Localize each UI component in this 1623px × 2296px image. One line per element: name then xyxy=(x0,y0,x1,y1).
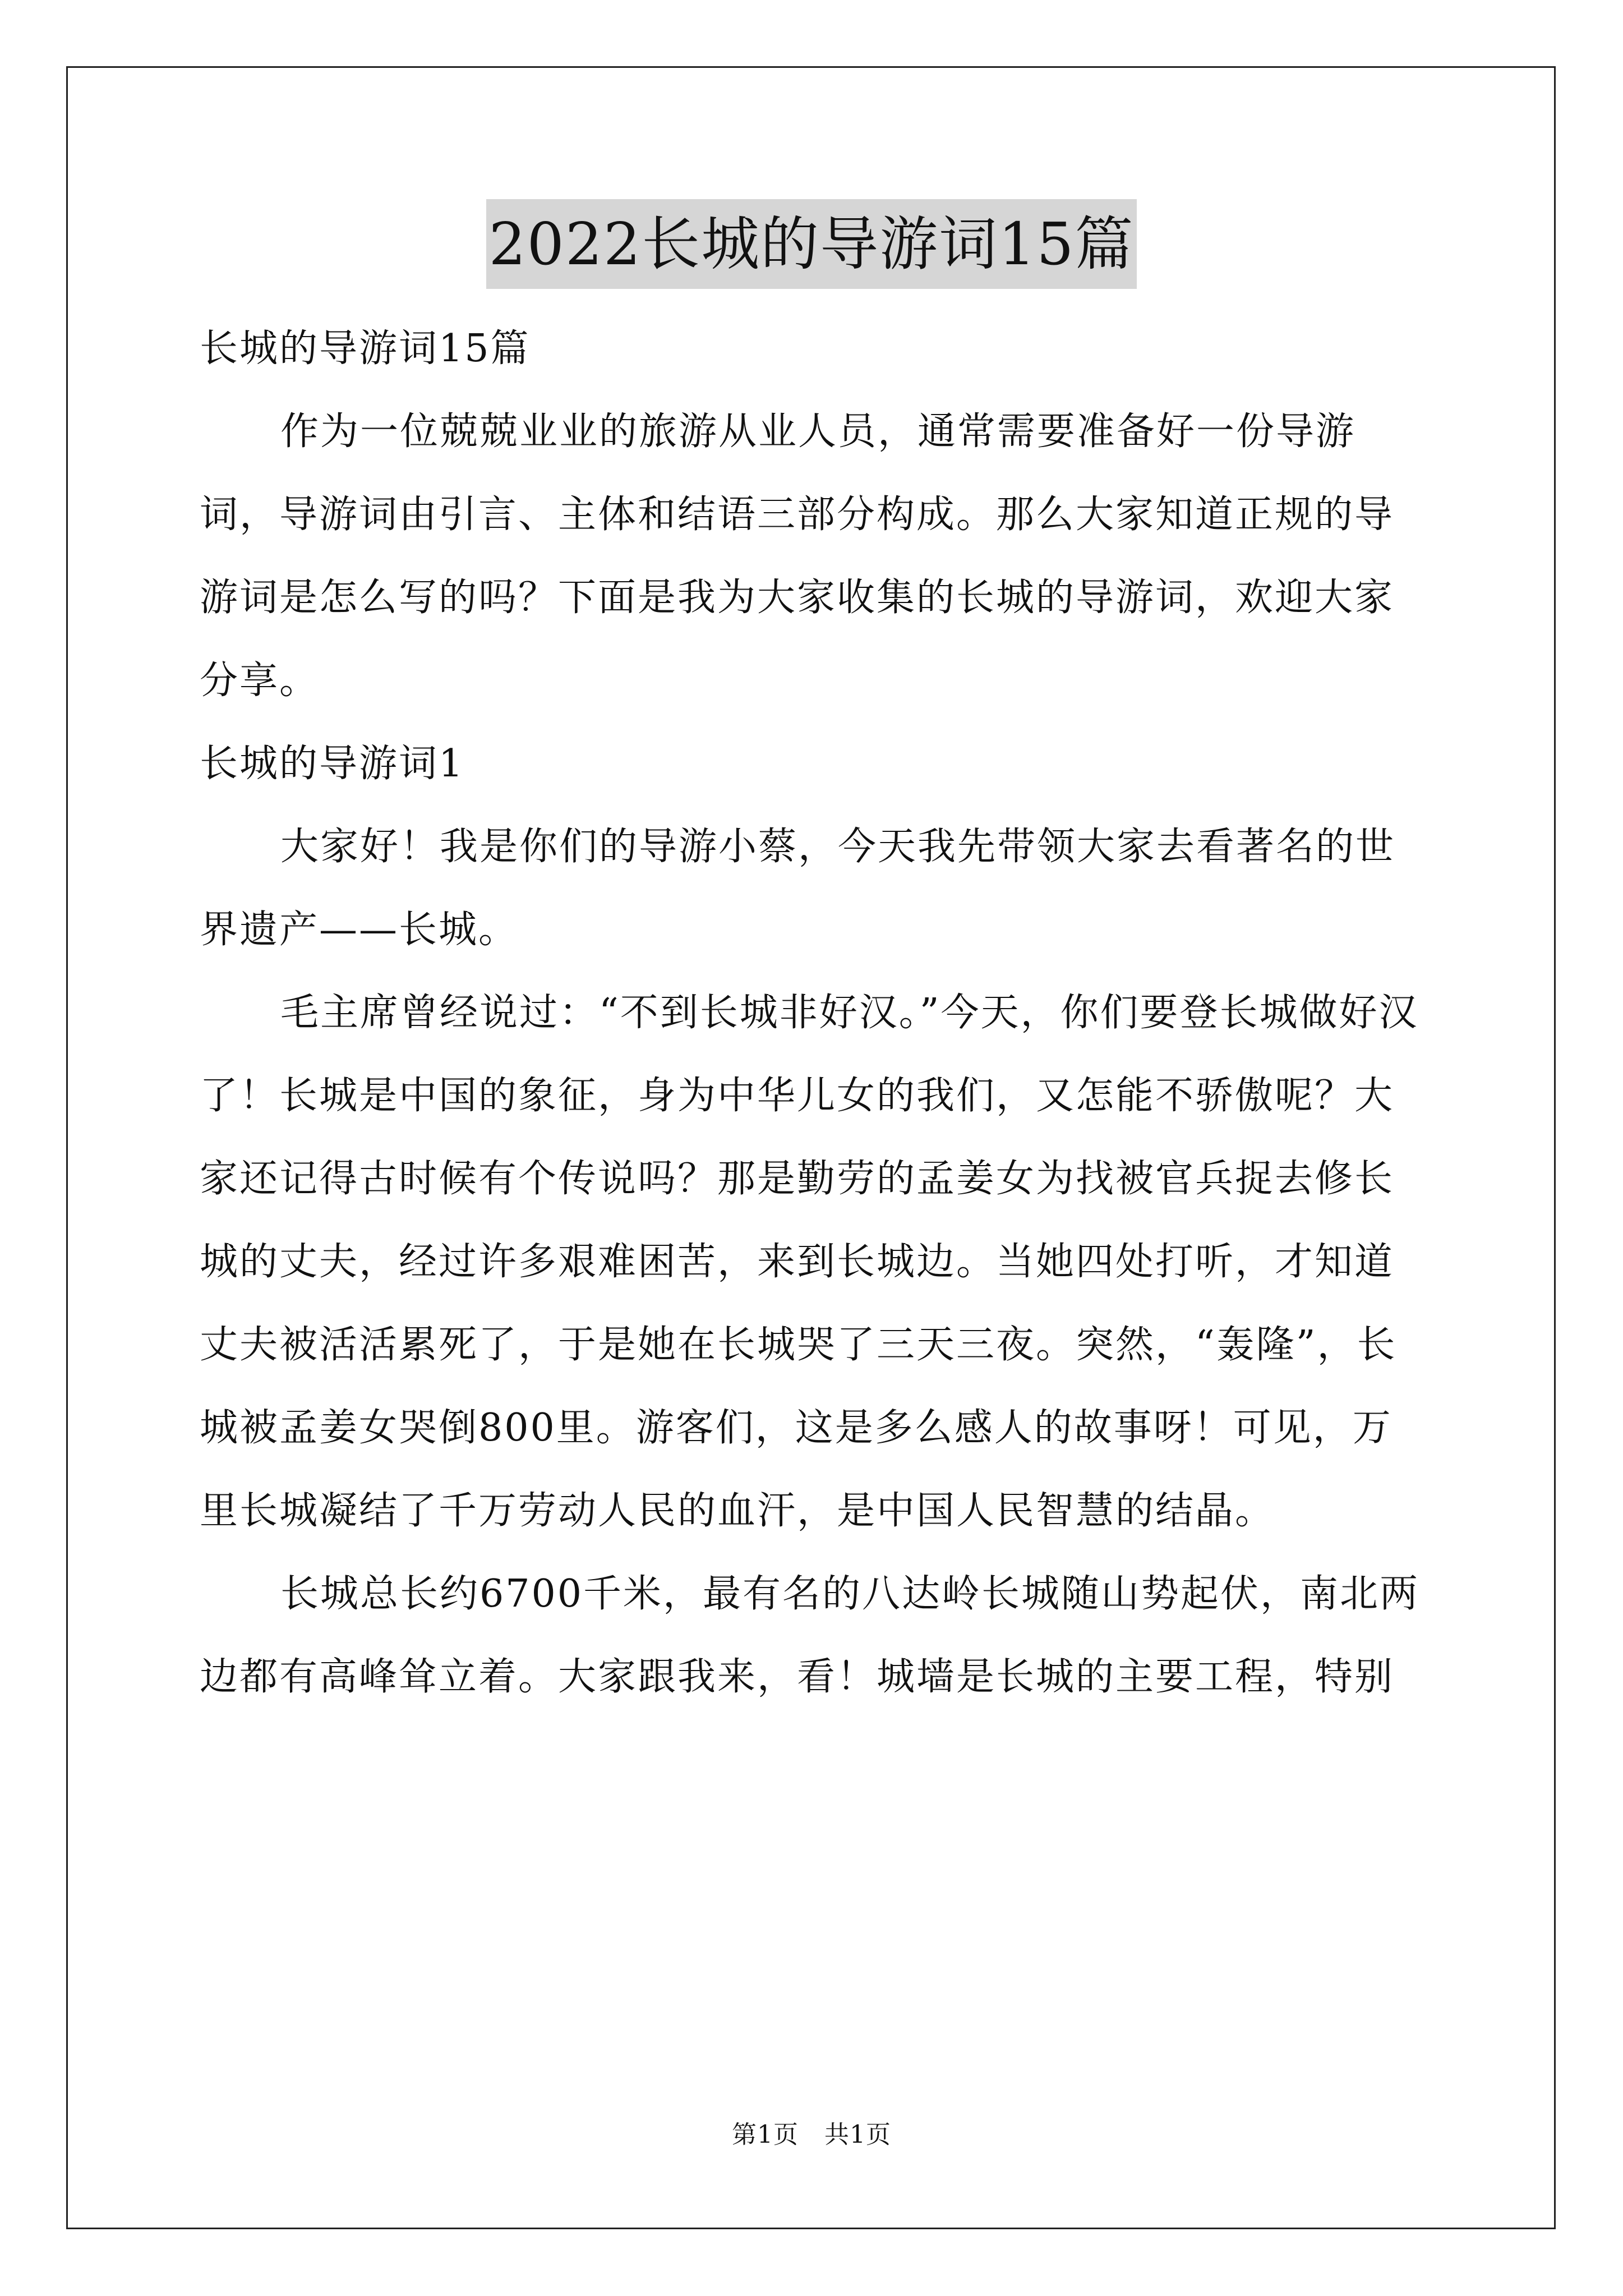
intro-paragraph: 作为一位兢兢业业的旅游从业人员，通常需要准备好一份导游词，导游词由引言、主体和结语三部分构成。那么大家知道正规的导游词是怎么写的吗？下面是我为大家收集的长城的导游词，欢迎大家分享。 xyxy=(200,409,1395,703)
subtitle-paragraph: 长城的导游词15篇 xyxy=(200,326,531,371)
document-body xyxy=(200,307,1428,1719)
page-total: 共1页 xyxy=(824,2120,891,2149)
page-number: 第1页 xyxy=(732,2120,799,2149)
section-heading: 长城的导游词1 xyxy=(200,742,465,786)
body-paragraph: 长城总长约6700千米，最有名的八达岭长城随山势起伏，南北两边都有高峰耸立着。大家跟我来，看！城墙是长城的主要工程，特别 xyxy=(200,1572,1420,1699)
document-title-text: 2022长城的导游词15篇 xyxy=(486,199,1136,289)
document-title xyxy=(0,199,1623,289)
page-footer xyxy=(0,2118,1623,2152)
body-paragraph: 大家好！我是你们的导游小蔡，今天我先带领大家去看著名的世界遗产——长城。 xyxy=(200,825,1396,952)
body-paragraph: 毛主席曾经说过：“不到长城非好汉。”今天，你们要登长城做好汉了！长城是中国的象征，身为中华儿女的我们，又怎能不骄傲呢？大家还记得古时候有个传说吗？那是勤劳的孟姜女为找被官兵捉去修长城的丈夫，经过许多艰难困苦，来到长城边。当她四处打听，才知道丈夫被活活累死了，于是她在长城哭了三天三夜。突然，“轰隆”，长城被孟姜女哭倒800里。游客们，这是多么感人的故事呀！可见，万里长城凝结了千万劳动人民的血汗，是中国人民智慧的结晶。 xyxy=(200,991,1419,1533)
